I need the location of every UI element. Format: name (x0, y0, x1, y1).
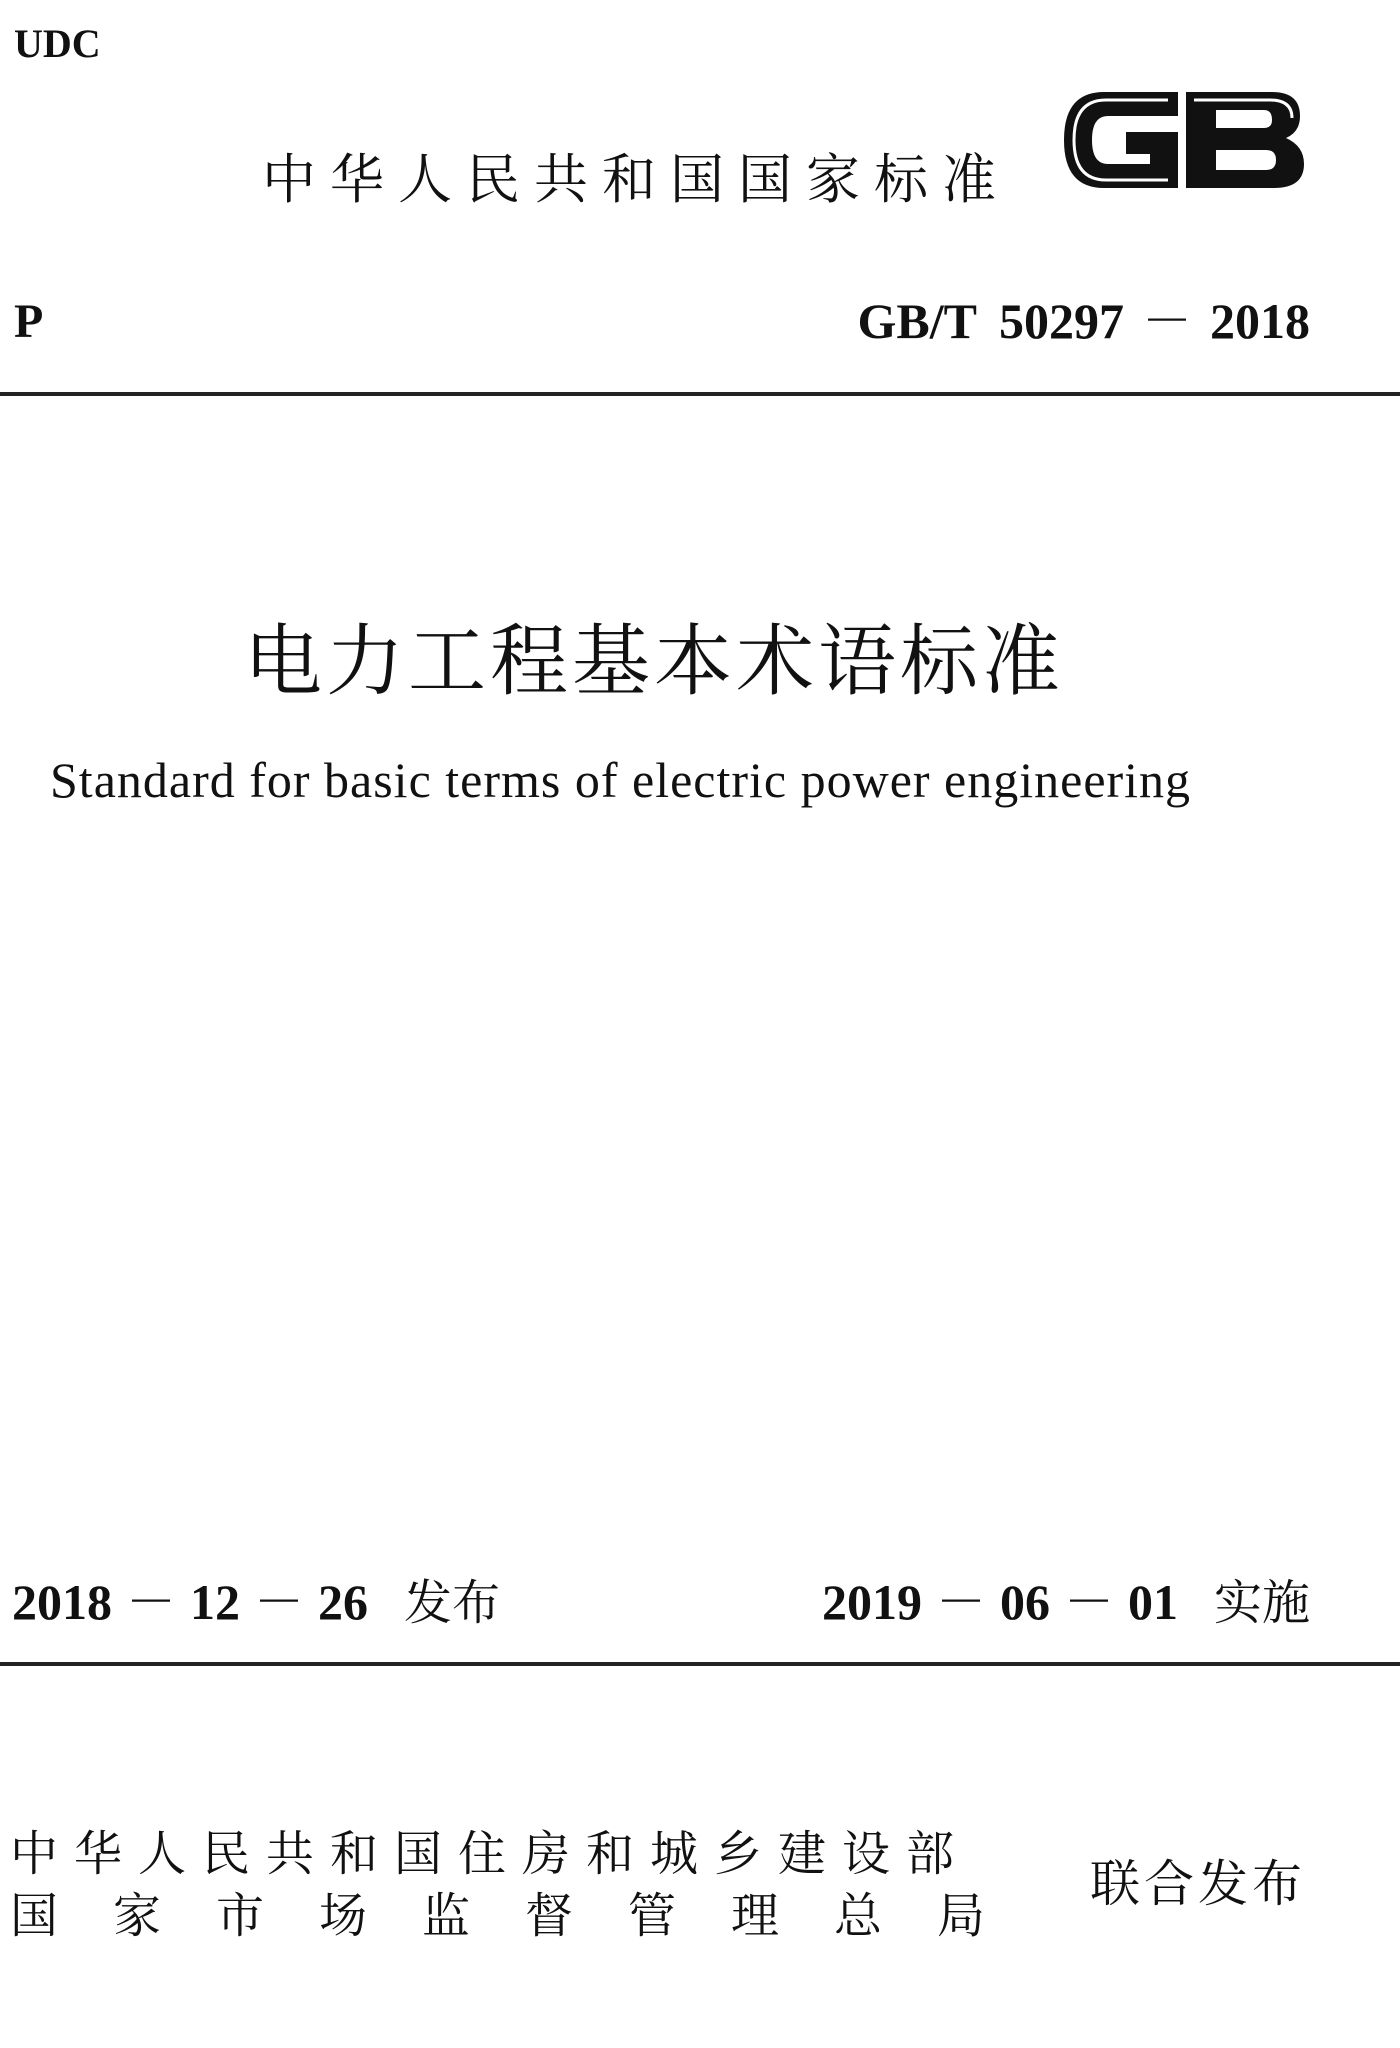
date-separator: － (254, 1574, 304, 1630)
standard-separator: － (1142, 293, 1192, 349)
issuer-ministry: 中华人民共和国住房和城乡建设部 (10, 1826, 971, 1882)
issue-date (12, 1574, 500, 1631)
udc-label: UDC (14, 21, 101, 66)
standard-number (857, 293, 1310, 349)
title-english: Standard for basic terms of electric power engineering (50, 752, 1192, 808)
issue-month: 12 (190, 1574, 240, 1630)
standard-year: 2018 (1210, 293, 1310, 349)
issue-year: 2018 (12, 1574, 112, 1630)
national-standard-heading: 中华人民共和国国家标准 (262, 148, 1010, 211)
classification-code: P (14, 295, 44, 348)
standard-code: 50297 (999, 293, 1124, 349)
bottom-divider (0, 1662, 1400, 1666)
top-divider (0, 392, 1400, 396)
title-chinese: 电力工程基本术语标准 (244, 617, 1065, 707)
impl-day: 01 (1127, 1574, 1178, 1630)
gb-logo (1050, 70, 1312, 210)
impl-year: 2019 (821, 1574, 922, 1630)
implementation-label: 实施 (1213, 1575, 1310, 1631)
date-separator: － (1063, 1574, 1114, 1630)
issuer-administration: 国家市场监督管理总局 (10, 1888, 1041, 1944)
issue-day: 26 (318, 1574, 368, 1630)
date-separator: － (935, 1574, 986, 1630)
impl-month: 06 (999, 1574, 1050, 1630)
date-separator: － (126, 1574, 176, 1630)
standard-prefix: GB/T (857, 293, 977, 349)
joint-issue-label: 联合发布 (1090, 1855, 1306, 1913)
implementation-date (822, 1574, 1310, 1631)
issue-label: 发布 (404, 1575, 501, 1631)
